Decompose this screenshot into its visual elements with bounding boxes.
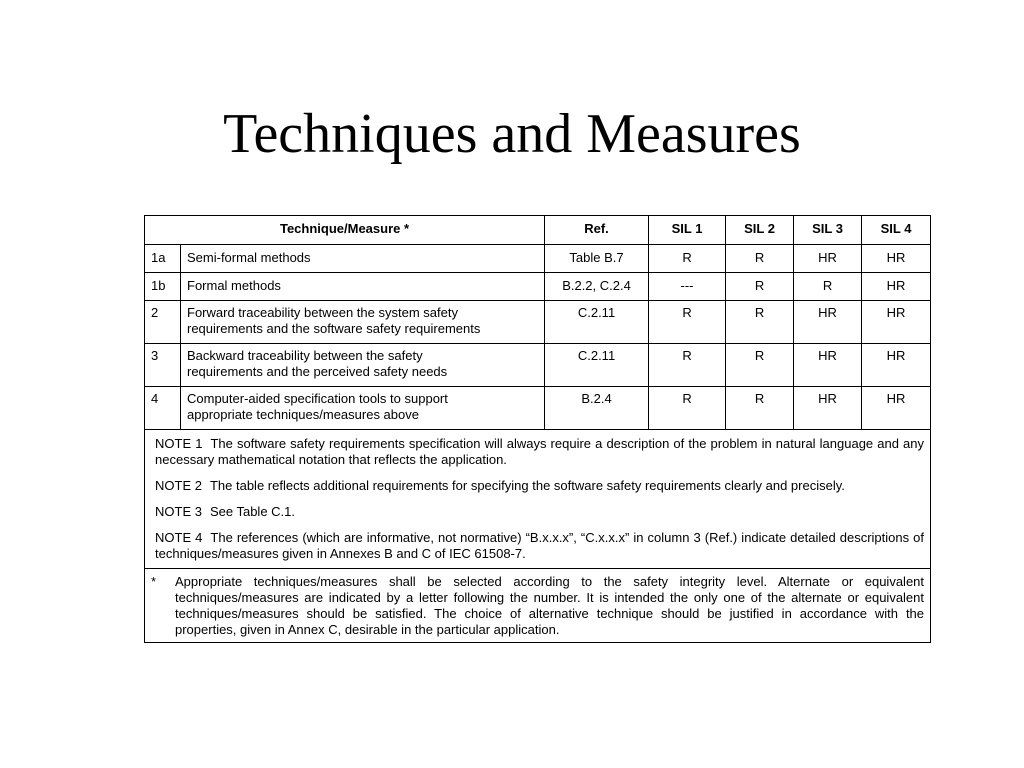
table-row [145, 344, 931, 387]
row-id: 4 [145, 387, 181, 430]
row-id: 2 [145, 301, 181, 344]
note-3 [155, 504, 924, 520]
techniques-table-container [144, 215, 930, 643]
header-sil3: SIL 3 [794, 216, 862, 245]
table-row [145, 301, 931, 344]
row-sil3: HR [794, 301, 862, 344]
note-text: The table reflects additional requirements for specifying the software safety requirements clearly and precisely. [209, 478, 845, 493]
note-label: NOTE 3 [155, 504, 202, 519]
row-sil1: R [649, 301, 726, 344]
row-sil2: R [726, 245, 794, 273]
note-text: See Table C.1. [209, 504, 296, 519]
row-sil1: R [649, 344, 726, 387]
technique-line: Backward traceability between the safety [187, 348, 423, 363]
note-2 [155, 478, 924, 494]
row-sil2: R [726, 387, 794, 430]
note-label: NOTE 4 [155, 530, 203, 545]
note-label: NOTE 1 [155, 436, 203, 451]
footnote [151, 574, 924, 638]
row-sil2: R [726, 273, 794, 301]
technique-line: requirements and the perceived safety needs [187, 364, 448, 379]
row-sil4: HR [862, 387, 931, 430]
row-technique [181, 344, 545, 387]
row-technique [181, 301, 545, 344]
footnote-mark: * [151, 574, 157, 589]
row-sil3: HR [794, 344, 862, 387]
row-ref: B.2.4 [545, 387, 649, 430]
technique-line: appropriate techniques/measures above [187, 407, 419, 422]
row-sil2: R [726, 301, 794, 344]
row-sil1: --- [649, 273, 726, 301]
header-sil2: SIL 2 [726, 216, 794, 245]
header-sil4: SIL 4 [862, 216, 931, 245]
row-technique [181, 387, 545, 430]
table-header-row [145, 216, 931, 245]
row-sil3: R [794, 273, 862, 301]
notes-cell [145, 430, 931, 569]
technique-line: Forward traceability between the system safety [187, 305, 458, 320]
row-sil4: HR [862, 344, 931, 387]
technique-line: requirements and the software safety requirements [187, 321, 481, 336]
note-1 [155, 436, 924, 468]
notes-row [145, 430, 931, 569]
footnote-cell [145, 569, 931, 643]
row-sil1: R [649, 387, 726, 430]
row-sil1: R [649, 245, 726, 273]
row-sil3: HR [794, 387, 862, 430]
slide-title: Techniques and Measures [223, 103, 801, 165]
row-ref: Table B.7 [545, 245, 649, 273]
technique-line: Computer-aided specification tools to support [187, 391, 448, 406]
note-text: The references (which are informative, not normative) “B.x.x.x”, “C.x.x.x” in column 3 (Ref.) indicate detailed descriptions of techniques/measures given in Annexes B and C of IEC 61508-7. [155, 530, 925, 561]
table-row [145, 273, 931, 301]
table-row [145, 245, 931, 273]
row-sil4: HR [862, 273, 931, 301]
row-technique: Semi-formal methods [181, 245, 545, 273]
header-technique: Technique/Measure * [145, 216, 545, 245]
row-sil2: R [726, 344, 794, 387]
row-ref: C.2.11 [545, 301, 649, 344]
note-label: NOTE 2 [155, 478, 202, 493]
row-id: 1a [145, 245, 181, 273]
row-ref: C.2.11 [545, 344, 649, 387]
note-text: The software safety requirements specification will always require a description of the problem in natural language and any necessary mathematical notation that reflects the application. [155, 436, 925, 467]
footnote-row [145, 569, 931, 643]
row-ref: B.2.2, C.2.4 [545, 273, 649, 301]
header-ref: Ref. [545, 216, 649, 245]
header-sil1: SIL 1 [649, 216, 726, 245]
row-sil3: HR [794, 245, 862, 273]
row-sil4: HR [862, 245, 931, 273]
row-sil4: HR [862, 301, 931, 344]
note-4 [155, 530, 924, 562]
row-technique: Formal methods [181, 273, 545, 301]
table-row [145, 387, 931, 430]
row-id: 3 [145, 344, 181, 387]
footnote-text: Appropriate techniques/measures shall be selected according to the safety integrity level. Alternate or equivalent techniques/measures are indicated by a letter following the number. It is intended the only one of the alternate or equivalent techniques/measures should be satisfied. The choice of alternative technique should be justified in accordance with the properties, given in Annex C, desirable in the particular application. [175, 574, 925, 637]
row-id: 1b [145, 273, 181, 301]
techniques-table [144, 215, 931, 643]
